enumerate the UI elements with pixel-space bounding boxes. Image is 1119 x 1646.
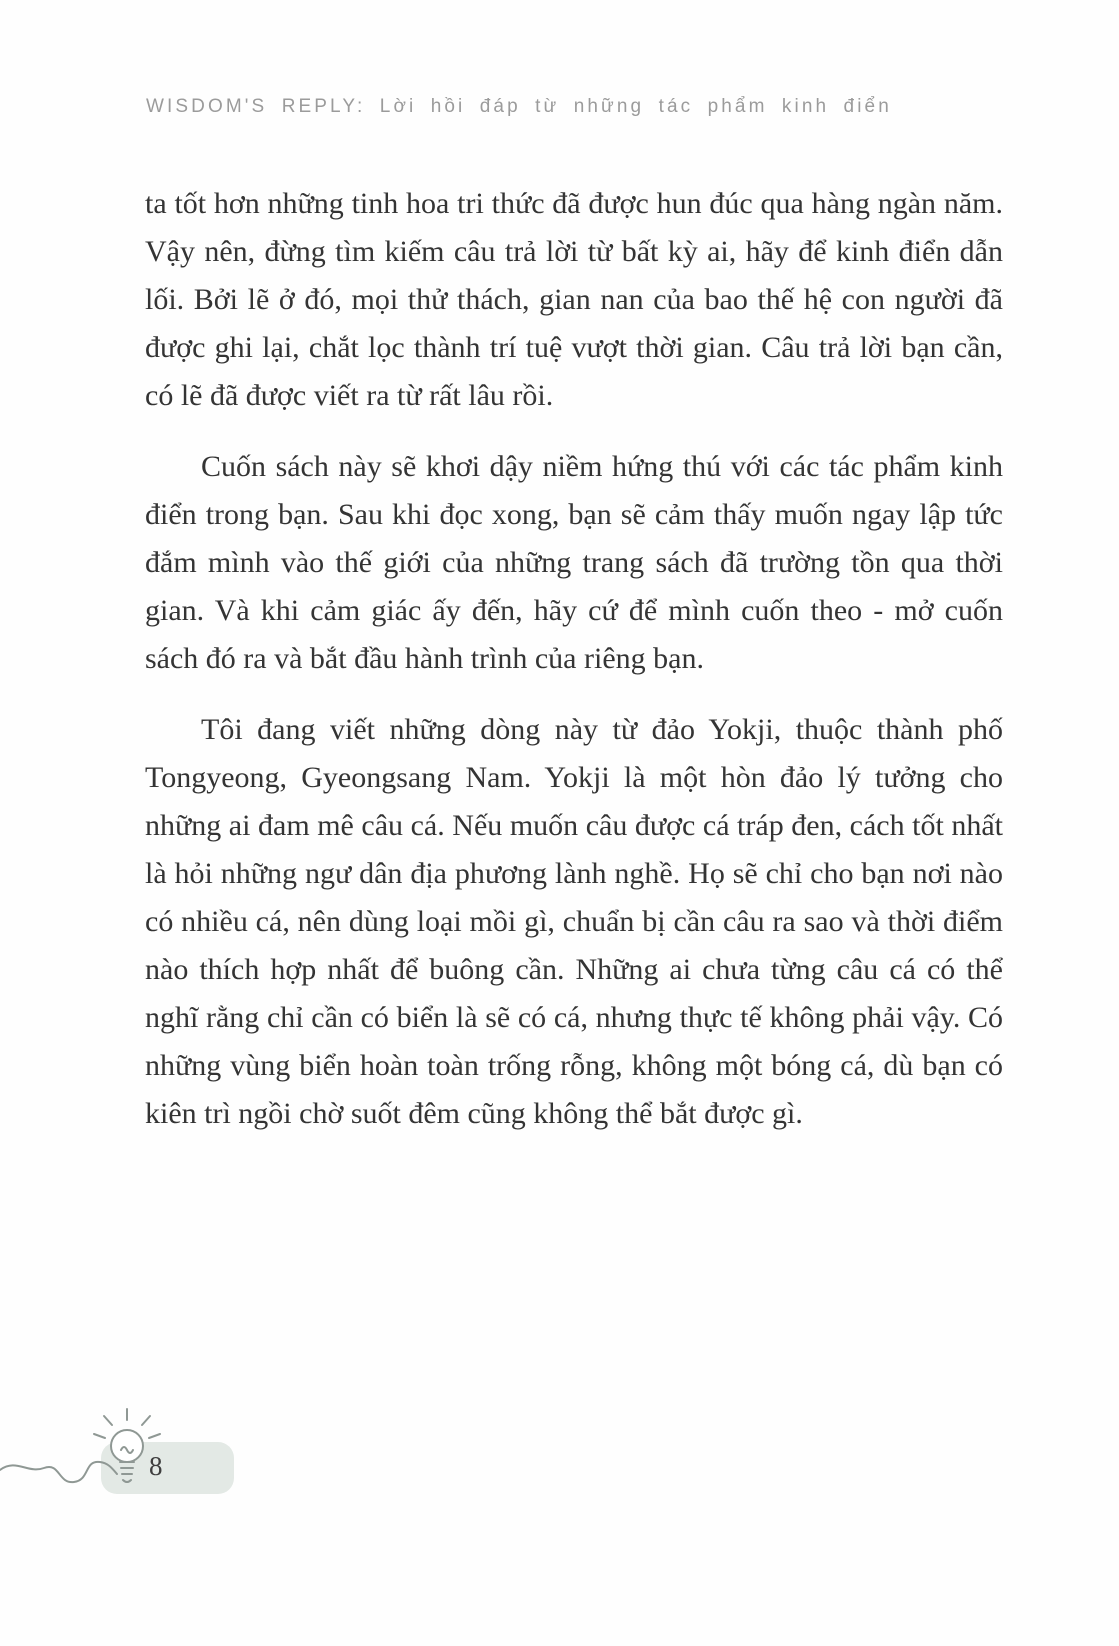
running-header-text: WISDOM'S REPLY: Lời hồi đáp từ những tác phẩm kinh điển [146,96,892,117]
paragraph: Tôi đang viết những dòng này từ đảo Yokji, thuộc thành phố Tongyeong, Gyeongsang Nam. Yokji là một hòn đảo lý tưởng cho những ai đam mê câu cá. Nếu muốn câu được cá tráp đen, cách tốt nhất là hỏi những ngư dân địa phương lành nghề. Họ sẽ chỉ cho bạn nơi nào có nhiều cá, nên dùng loại mồi gì, chuẩn bị cần câu ra sao và thời điểm nào thích hợp nhất để buông cần. Những ai chưa từng câu cá có thể nghĩ rằng chỉ cần có biển là sẽ có cá, nhưng thực tế không phải vậy. Có những vùng biển hoàn toàn trống rỗng, không một bóng cá, dù bạn có kiên trì ngồi chờ suốt đêm cũng không thể bắt được gì. [145,713,1003,1130]
paragraph: Cuốn sách này sẽ khơi dậy niềm hứng thú với các tác phẩm kinh điển trong bạn. Sau khi đọc xong, bạn sẽ cảm thấy muốn ngay lập tức đắm mình vào thế giới của những trang sách đã trường tồn qua thời gian. Và khi cảm giác ấy đến, hãy cứ để mình cuốn theo - mở cuốn sách đó ra và bắt đầu hành trình của riêng bạn. [145,450,1003,675]
page-body [145,180,1003,1161]
page-number: 8 [149,1451,163,1481]
running-header [146,96,1046,118]
page-footer [0,1398,340,1528]
lightbulb-doodle-icon [0,1398,340,1528]
paragraph: ta tốt hơn những tinh hoa tri thức đã được hun đúc qua hàng ngàn năm. Vậy nên, đừng tìm kiếm câu trả lời từ bất kỳ ai, hãy để kinh điển dẫn lối. Bởi lẽ ở đó, mọi thử thách, gian nan của bao thế hệ con người đã được ghi lại, chắt lọc thành trí tuệ vượt thời gian. Câu trả lời bạn cần, có lẽ đã được viết ra từ rất lâu rồi. [145,187,1003,412]
